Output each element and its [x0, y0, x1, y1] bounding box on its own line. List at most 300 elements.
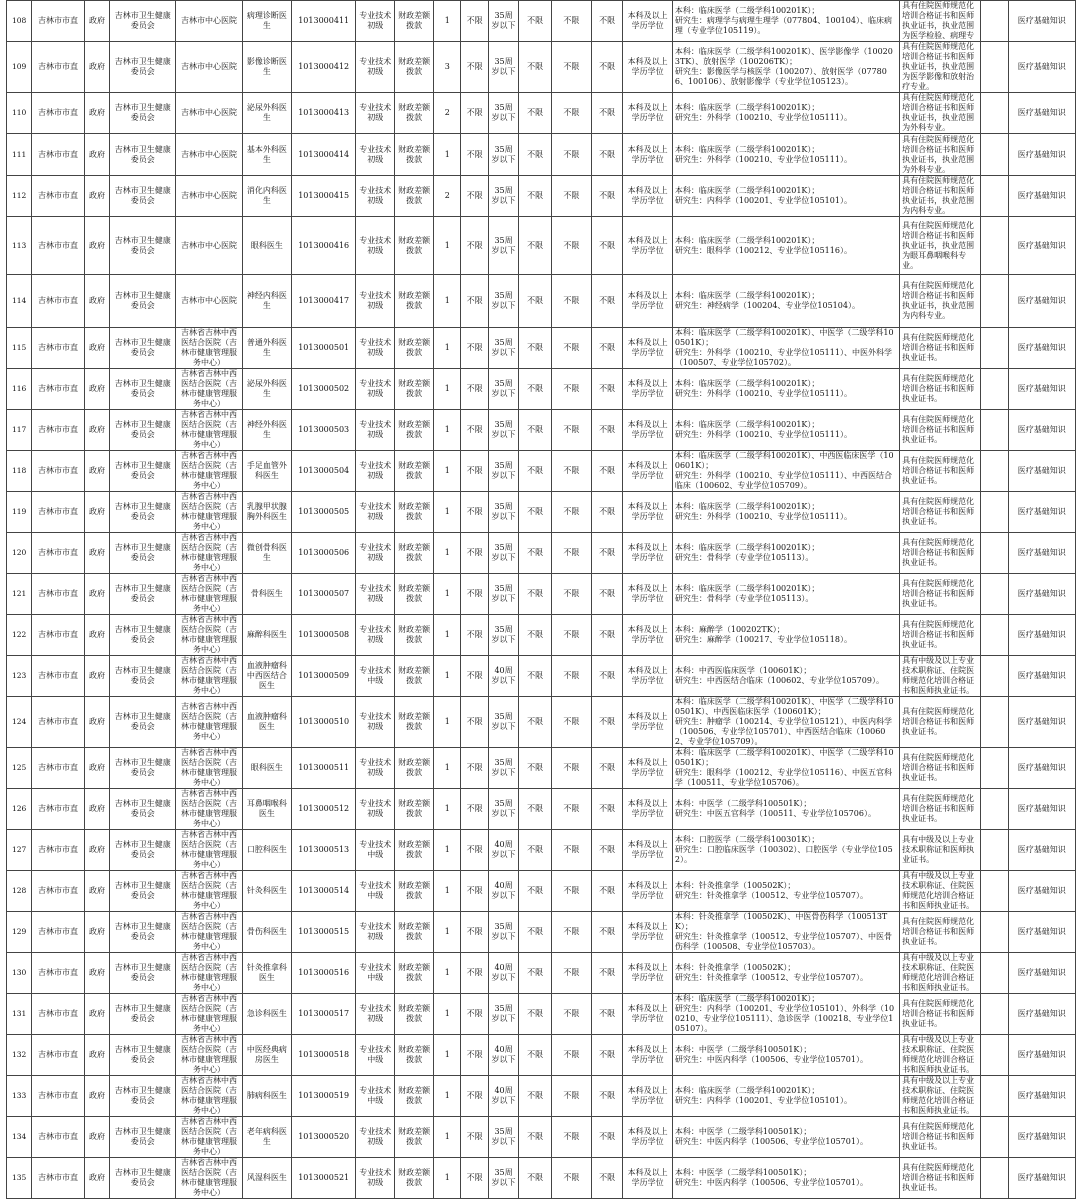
cell-age: 40周岁以下: [488, 830, 519, 871]
cell-department: 吉林市卫生健康委员会: [110, 748, 176, 789]
cell-employer: 吉林省吉林中西医结合医院（吉林市健康管理服务中心）: [176, 1158, 242, 1199]
cell-household: 不限: [591, 275, 623, 328]
cell-funding: 财政差额拨款: [395, 697, 434, 748]
cell-position: 血液肿瘤科医生: [242, 697, 291, 748]
cell-department: 吉林市卫生健康委员会: [110, 994, 176, 1035]
cell-region: 吉林市市直: [32, 1, 85, 42]
cell-education: 本科及以上学历学位: [623, 871, 672, 912]
cell-household: 不限: [591, 369, 623, 410]
cell-requirements: 具有住院医师规范化培训合格证书和医师执业证书，执业范围为眼耳鼻咽喉科专业。: [900, 217, 981, 275]
cell-ethnicity: 不限: [519, 369, 552, 410]
cell-funding: 财政差额拨款: [395, 1035, 434, 1076]
cell-region: 吉林市市直: [32, 492, 85, 533]
cell-political: 不限: [551, 42, 591, 93]
cell-gender: 不限: [461, 830, 488, 871]
cell-region: 吉林市市直: [32, 42, 85, 93]
cell-major: 本科：临床医学（二级学科100201K）； 研究生：外科学（100210、专业学位105111）。: [672, 134, 899, 176]
cell-gender: 不限: [461, 93, 488, 134]
cell-household: 不限: [591, 328, 623, 369]
table-row: [7, 953, 1076, 994]
cell-position-type: 专业技术中级: [356, 830, 395, 871]
cell-remark: [981, 275, 1008, 328]
cell-exam-subject: 医疗基础知识: [1008, 871, 1076, 912]
cell-region: 吉林市市直: [32, 217, 85, 275]
cell-seq: 135: [7, 1158, 32, 1199]
cell-political: 不限: [551, 275, 591, 328]
cell-gender: 不限: [461, 912, 488, 953]
cell-position-type: 专业技术初级: [356, 697, 395, 748]
cell-age: 35周岁以下: [488, 42, 519, 93]
cell-funding: 财政差额拨款: [395, 328, 434, 369]
cell-headcount: 1: [434, 533, 461, 574]
cell-remark: [981, 830, 1008, 871]
cell-position: 泌尿外科医生: [242, 93, 291, 134]
cell-remark: [981, 1158, 1008, 1199]
cell-exam-subject: 医疗基础知识: [1008, 789, 1076, 830]
cell-position: 骨科医生: [242, 574, 291, 615]
cell-remark: [981, 1076, 1008, 1117]
cell-remark: [981, 789, 1008, 830]
cell-level: 政府: [84, 871, 109, 912]
cell-political: 不限: [551, 217, 591, 275]
cell-gender: 不限: [461, 1, 488, 42]
cell-department: 吉林市卫生健康委员会: [110, 656, 176, 697]
cell-headcount: 1: [434, 830, 461, 871]
cell-region: 吉林市市直: [32, 830, 85, 871]
cell-major: 本科：临床医学（二级学科100201K）； 研究生：内科学（100201、专业学位105101）。: [672, 1076, 899, 1117]
cell-employer: 吉林市中心医院: [176, 1, 242, 42]
cell-employer: 吉林省吉林中西医结合医院（吉林市健康管理服务中心）: [176, 451, 242, 492]
cell-gender: 不限: [461, 697, 488, 748]
cell-position: 神经外科医生: [242, 410, 291, 451]
cell-age: 40周岁以下: [488, 871, 519, 912]
cell-age: 35周岁以下: [488, 748, 519, 789]
cell-level: 政府: [84, 217, 109, 275]
cell-political: 不限: [551, 176, 591, 217]
cell-age: 35周岁以下: [488, 912, 519, 953]
cell-department: 吉林市卫生健康委员会: [110, 697, 176, 748]
cell-seq: 127: [7, 830, 32, 871]
cell-position: 老年病科医生: [242, 1117, 291, 1158]
cell-requirements: 具有住院医师规范化培训合格证书和医师执业证书，执业范围为医学检验、病理专: [900, 1, 981, 42]
cell-ethnicity: 不限: [519, 574, 552, 615]
cell-seq: 120: [7, 533, 32, 574]
cell-headcount: 3: [434, 42, 461, 93]
table-row: [7, 134, 1076, 176]
cell-funding: 财政差额拨款: [395, 615, 434, 656]
cell-requirements: 具有住院医师规范化培训合格证书和医师执业证书。: [900, 748, 981, 789]
table-row: [7, 1035, 1076, 1076]
cell-gender: 不限: [461, 871, 488, 912]
cell-education: 本科及以上学历学位: [623, 574, 672, 615]
cell-position-code: 1013000521: [292, 1158, 356, 1199]
cell-level: 政府: [84, 533, 109, 574]
cell-position: 麻醉科医生: [242, 615, 291, 656]
cell-exam-subject: 医疗基础知识: [1008, 994, 1076, 1035]
cell-headcount: 1: [434, 953, 461, 994]
cell-political: 不限: [551, 328, 591, 369]
cell-funding: 财政差额拨款: [395, 93, 434, 134]
cell-department: 吉林市卫生健康委员会: [110, 492, 176, 533]
cell-political: 不限: [551, 1076, 591, 1117]
cell-level: 政府: [84, 912, 109, 953]
cell-major: 本科：临床医学（二级学科100201K）； 研究生：内科学（100201、专业学位105101）。: [672, 176, 899, 217]
cell-major: 本科：临床医学（二级学科100201K）、中医学（二级学科100501K）； 研究生：外科学（100210、专业学位105111）、中医外科学（100507、专业学位105702）。: [672, 328, 899, 369]
cell-position-code: 1013000519: [292, 1076, 356, 1117]
cell-position-type: 专业技术初级: [356, 451, 395, 492]
cell-major: 本科：临床医学（二级学科100201K）； 研究生：外科学（100210、专业学位105111）。: [672, 492, 899, 533]
cell-household: 不限: [591, 656, 623, 697]
cell-position: 基本外科医生: [242, 134, 291, 176]
cell-funding: 财政差额拨款: [395, 1076, 434, 1117]
cell-exam-subject: 医疗基础知识: [1008, 451, 1076, 492]
cell-department: 吉林市卫生健康委员会: [110, 830, 176, 871]
cell-household: 不限: [591, 42, 623, 93]
cell-household: 不限: [591, 451, 623, 492]
cell-headcount: 1: [434, 134, 461, 176]
cell-headcount: 1: [434, 994, 461, 1035]
cell-position: 泌尿外科医生: [242, 369, 291, 410]
cell-seq: 110: [7, 93, 32, 134]
cell-headcount: 1: [434, 492, 461, 533]
cell-department: 吉林市卫生健康委员会: [110, 275, 176, 328]
cell-level: 政府: [84, 748, 109, 789]
cell-position-type: 专业技术中级: [356, 953, 395, 994]
table-row: [7, 451, 1076, 492]
cell-political: 不限: [551, 369, 591, 410]
cell-position-code: 1013000520: [292, 1117, 356, 1158]
cell-major: 本科：针灸推拿学（100502K）； 研究生：针灸推拿学（100512、专业学位105707）。: [672, 953, 899, 994]
cell-seq: 128: [7, 871, 32, 912]
cell-education: 本科及以上学历学位: [623, 1035, 672, 1076]
cell-employer: 吉林市中心医院: [176, 275, 242, 328]
cell-position: 口腔科医生: [242, 830, 291, 871]
cell-ethnicity: 不限: [519, 451, 552, 492]
cell-level: 政府: [84, 830, 109, 871]
cell-employer: 吉林省吉林中西医结合医院（吉林市健康管理服务中心）: [176, 656, 242, 697]
cell-department: 吉林市卫生健康委员会: [110, 134, 176, 176]
table-row: [7, 492, 1076, 533]
cell-region: 吉林市市直: [32, 697, 85, 748]
table-row: [7, 1, 1076, 42]
cell-level: 政府: [84, 656, 109, 697]
cell-gender: 不限: [461, 275, 488, 328]
cell-headcount: 2: [434, 176, 461, 217]
cell-age: 35周岁以下: [488, 134, 519, 176]
cell-seq: 112: [7, 176, 32, 217]
cell-requirements: 具有住院医师规范化培训合格证书和医师执业证书，执业范围为外科专业。: [900, 93, 981, 134]
cell-requirements: 具有住院医师规范化培训合格证书和医师执业证书。: [900, 328, 981, 369]
cell-gender: 不限: [461, 574, 488, 615]
cell-remark: [981, 217, 1008, 275]
cell-funding: 财政差额拨款: [395, 830, 434, 871]
cell-ethnicity: 不限: [519, 492, 552, 533]
cell-region: 吉林市市直: [32, 871, 85, 912]
cell-gender: 不限: [461, 1158, 488, 1199]
cell-household: 不限: [591, 697, 623, 748]
table-row: [7, 217, 1076, 275]
cell-exam-subject: 医疗基础知识: [1008, 492, 1076, 533]
cell-education: 本科及以上学历学位: [623, 953, 672, 994]
cell-position-type: 专业技术初级: [356, 1117, 395, 1158]
cell-major: 本科：临床医学（二级学科100201K）； 研究生：骨科学（专业学位105113）。: [672, 533, 899, 574]
cell-position-code: 1013000503: [292, 410, 356, 451]
cell-household: 不限: [591, 994, 623, 1035]
cell-level: 政府: [84, 369, 109, 410]
cell-household: 不限: [591, 533, 623, 574]
cell-employer: 吉林省吉林中西医结合医院（吉林市健康管理服务中心）: [176, 369, 242, 410]
cell-position-type: 专业技术初级: [356, 217, 395, 275]
cell-headcount: 1: [434, 574, 461, 615]
cell-ethnicity: 不限: [519, 176, 552, 217]
cell-political: 不限: [551, 1117, 591, 1158]
cell-education: 本科及以上学历学位: [623, 1076, 672, 1117]
cell-major: 本科：临床医学（二级学科100201K）； 研究生：外科学（100210、专业学位105111）。: [672, 93, 899, 134]
cell-department: 吉林市卫生健康委员会: [110, 953, 176, 994]
cell-seq: 117: [7, 410, 32, 451]
cell-funding: 财政差额拨款: [395, 410, 434, 451]
cell-political: 不限: [551, 574, 591, 615]
cell-seq: 130: [7, 953, 32, 994]
cell-ethnicity: 不限: [519, 1035, 552, 1076]
cell-region: 吉林市市直: [32, 369, 85, 410]
cell-education: 本科及以上学历学位: [623, 830, 672, 871]
cell-household: 不限: [591, 1117, 623, 1158]
cell-position-type: 专业技术初级: [356, 134, 395, 176]
cell-requirements: 具有住院医师规范化培训合格证书和医师执业证书。: [900, 615, 981, 656]
cell-level: 政府: [84, 410, 109, 451]
cell-education: 本科及以上学历学位: [623, 176, 672, 217]
cell-position: 微创骨科医生: [242, 533, 291, 574]
cell-seq: 115: [7, 328, 32, 369]
cell-headcount: 1: [434, 697, 461, 748]
cell-region: 吉林市市直: [32, 615, 85, 656]
cell-position-code: 1013000416: [292, 217, 356, 275]
cell-education: 本科及以上学历学位: [623, 369, 672, 410]
cell-seq: 132: [7, 1035, 32, 1076]
cell-ethnicity: 不限: [519, 275, 552, 328]
cell-level: 政府: [84, 1117, 109, 1158]
cell-major: 本科：中医学（二级学科100501K）； 研究生：中医内科学（100506、专业学位105701）。: [672, 1158, 899, 1199]
cell-employer: 吉林市中心医院: [176, 217, 242, 275]
cell-ethnicity: 不限: [519, 697, 552, 748]
cell-gender: 不限: [461, 134, 488, 176]
cell-ethnicity: 不限: [519, 912, 552, 953]
table-row: [7, 830, 1076, 871]
cell-level: 政府: [84, 615, 109, 656]
cell-exam-subject: 医疗基础知识: [1008, 912, 1076, 953]
cell-position-type: 专业技术初级: [356, 1, 395, 42]
cell-household: 不限: [591, 748, 623, 789]
cell-position: 乳腺甲状腺胸外科医生: [242, 492, 291, 533]
cell-department: 吉林市卫生健康委员会: [110, 451, 176, 492]
cell-age: 35周岁以下: [488, 994, 519, 1035]
cell-remark: [981, 1117, 1008, 1158]
cell-department: 吉林市卫生健康委员会: [110, 1, 176, 42]
cell-employer: 吉林市中心医院: [176, 93, 242, 134]
cell-region: 吉林市市直: [32, 1117, 85, 1158]
cell-remark: [981, 533, 1008, 574]
table-row: [7, 574, 1076, 615]
table-row: [7, 656, 1076, 697]
cell-employer: 吉林省吉林中西医结合医院（吉林市健康管理服务中心）: [176, 789, 242, 830]
cell-region: 吉林市市直: [32, 410, 85, 451]
cell-age: 40周岁以下: [488, 656, 519, 697]
cell-employer: 吉林省吉林中西医结合医院（吉林市健康管理服务中心）: [176, 328, 242, 369]
cell-education: 本科及以上学历学位: [623, 410, 672, 451]
cell-remark: [981, 697, 1008, 748]
cell-remark: [981, 410, 1008, 451]
cell-ethnicity: 不限: [519, 830, 552, 871]
cell-political: 不限: [551, 533, 591, 574]
cell-ethnicity: 不限: [519, 615, 552, 656]
cell-education: 本科及以上学历学位: [623, 1, 672, 42]
cell-department: 吉林市卫生健康委员会: [110, 1035, 176, 1076]
cell-position: 神经内科医生: [242, 275, 291, 328]
cell-headcount: 1: [434, 1117, 461, 1158]
cell-gender: 不限: [461, 1076, 488, 1117]
cell-position-code: 1013000515: [292, 912, 356, 953]
cell-age: 35周岁以下: [488, 615, 519, 656]
cell-position-code: 1013000518: [292, 1035, 356, 1076]
cell-funding: 财政差额拨款: [395, 994, 434, 1035]
cell-level: 政府: [84, 134, 109, 176]
cell-seq: 134: [7, 1117, 32, 1158]
cell-political: 不限: [551, 789, 591, 830]
cell-region: 吉林市市直: [32, 451, 85, 492]
cell-funding: 财政差额拨款: [395, 574, 434, 615]
cell-political: 不限: [551, 697, 591, 748]
cell-education: 本科及以上学历学位: [623, 93, 672, 134]
cell-household: 不限: [591, 871, 623, 912]
cell-age: 35周岁以下: [488, 533, 519, 574]
cell-ethnicity: 不限: [519, 656, 552, 697]
cell-age: 40周岁以下: [488, 1076, 519, 1117]
table-row: [7, 1158, 1076, 1199]
cell-funding: 财政差额拨款: [395, 217, 434, 275]
cell-position: 普通外科医生: [242, 328, 291, 369]
cell-age: 40周岁以下: [488, 1035, 519, 1076]
cell-region: 吉林市市直: [32, 912, 85, 953]
cell-exam-subject: 医疗基础知识: [1008, 1, 1076, 42]
cell-ethnicity: 不限: [519, 748, 552, 789]
cell-position-code: 1013000412: [292, 42, 356, 93]
cell-household: 不限: [591, 1158, 623, 1199]
cell-level: 政府: [84, 1035, 109, 1076]
cell-major: 本科：针灸推拿学（100502K）； 研究生：针灸推拿学（100512、专业学位105707）。: [672, 871, 899, 912]
cell-age: 35周岁以下: [488, 93, 519, 134]
cell-requirements: 具有住院医师规范化培训合格证书和医师执业证书。: [900, 492, 981, 533]
cell-political: 不限: [551, 615, 591, 656]
cell-headcount: 1: [434, 451, 461, 492]
cell-headcount: 1: [434, 217, 461, 275]
cell-exam-subject: 医疗基础知识: [1008, 1117, 1076, 1158]
cell-gender: 不限: [461, 1117, 488, 1158]
cell-department: 吉林市卫生健康委员会: [110, 871, 176, 912]
table-row: [7, 410, 1076, 451]
cell-gender: 不限: [461, 369, 488, 410]
cell-political: 不限: [551, 912, 591, 953]
cell-seq: 121: [7, 574, 32, 615]
cell-region: 吉林市市直: [32, 1035, 85, 1076]
cell-position-type: 专业技术初级: [356, 615, 395, 656]
cell-seq: 109: [7, 42, 32, 93]
cell-household: 不限: [591, 93, 623, 134]
cell-position-code: 1013000417: [292, 275, 356, 328]
cell-headcount: 1: [434, 871, 461, 912]
cell-exam-subject: 医疗基础知识: [1008, 217, 1076, 275]
cell-level: 政府: [84, 1158, 109, 1199]
cell-exam-subject: 医疗基础知识: [1008, 830, 1076, 871]
cell-exam-subject: 医疗基础知识: [1008, 574, 1076, 615]
cell-age: 35周岁以下: [488, 1158, 519, 1199]
cell-seq: 118: [7, 451, 32, 492]
cell-household: 不限: [591, 912, 623, 953]
cell-remark: [981, 93, 1008, 134]
cell-gender: 不限: [461, 217, 488, 275]
table-row: [7, 871, 1076, 912]
cell-position: 肺病科医生: [242, 1076, 291, 1117]
cell-position-code: 1013000504: [292, 451, 356, 492]
cell-household: 不限: [591, 217, 623, 275]
cell-funding: 财政差额拨款: [395, 176, 434, 217]
cell-seq: 108: [7, 1, 32, 42]
table-row: [7, 369, 1076, 410]
cell-ethnicity: 不限: [519, 1158, 552, 1199]
cell-ethnicity: 不限: [519, 93, 552, 134]
cell-household: 不限: [591, 410, 623, 451]
cell-political: 不限: [551, 1, 591, 42]
table-row: [7, 912, 1076, 953]
cell-education: 本科及以上学历学位: [623, 451, 672, 492]
cell-position-code: 1013000513: [292, 830, 356, 871]
cell-ethnicity: 不限: [519, 789, 552, 830]
cell-remark: [981, 134, 1008, 176]
cell-region: 吉林市市直: [32, 953, 85, 994]
cell-level: 政府: [84, 953, 109, 994]
cell-exam-subject: 医疗基础知识: [1008, 748, 1076, 789]
cell-major: 本科：临床医学（二级学科100201K）、中西医临床医学（100601K）； 研究生：外科学（100210、专业学位105111）、中西医结合临床（100602、专业学位105709）。: [672, 451, 899, 492]
cell-position: 针灸科医生: [242, 871, 291, 912]
cell-major: 本科：临床医学（二级学科100201K）； 研究生：外科学（100210、专业学位105111）。: [672, 369, 899, 410]
cell-household: 不限: [591, 176, 623, 217]
cell-major: 本科：针灸推拿学（100502K）、中医骨伤科学（100513TK）； 研究生：针灸推拿学（100512、专业学位105707）、中医骨伤科学（100508、专业学位105703）。: [672, 912, 899, 953]
cell-education: 本科及以上学历学位: [623, 912, 672, 953]
cell-requirements: 具有住院医师规范化培训合格证书和医师执业证书。: [900, 410, 981, 451]
cell-major: 本科：中医学（二级学科100501K）； 研究生：中医五官科学（100511、专业学位105706）。: [672, 789, 899, 830]
cell-political: 不限: [551, 410, 591, 451]
cell-requirements: 具有住院医师规范化培训合格证书和医师执业证书。: [900, 1117, 981, 1158]
cell-employer: 吉林省吉林中西医结合医院（吉林市健康管理服务中心）: [176, 1035, 242, 1076]
cell-gender: 不限: [461, 328, 488, 369]
cell-funding: 财政差额拨款: [395, 42, 434, 93]
cell-ethnicity: 不限: [519, 1117, 552, 1158]
cell-exam-subject: 医疗基础知识: [1008, 42, 1076, 93]
cell-gender: 不限: [461, 533, 488, 574]
cell-requirements: 具有住院医师规范化培训合格证书和医师执业证书。: [900, 369, 981, 410]
cell-remark: [981, 994, 1008, 1035]
cell-position-code: 1013000415: [292, 176, 356, 217]
cell-department: 吉林市卫生健康委员会: [110, 217, 176, 275]
cell-position: 耳鼻咽喉科医生: [242, 789, 291, 830]
cell-position-type: 专业技术初级: [356, 748, 395, 789]
cell-exam-subject: 医疗基础知识: [1008, 533, 1076, 574]
cell-position: 眼科医生: [242, 217, 291, 275]
cell-department: 吉林市卫生健康委员会: [110, 615, 176, 656]
cell-remark: [981, 574, 1008, 615]
cell-seq: 124: [7, 697, 32, 748]
cell-major: 本科：临床医学（二级学科100201K）； 研究生：骨科学（专业学位105113）。: [672, 574, 899, 615]
